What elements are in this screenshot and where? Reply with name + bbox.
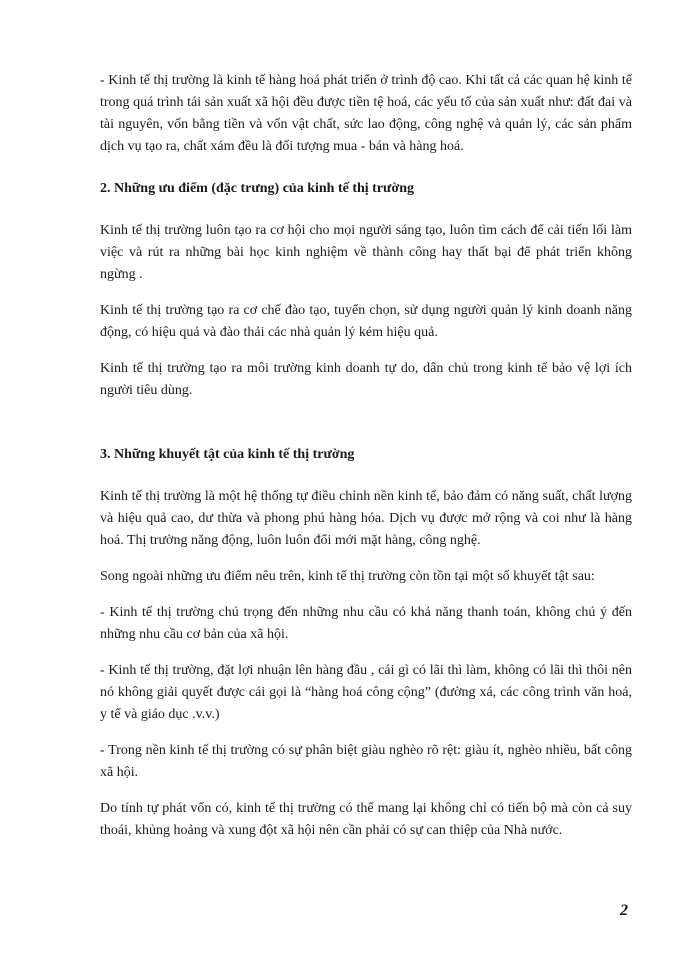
section-3-paragraph-3: - Kinh tế thị trường chú trọng đến những nhu cầu có khả năng thanh toán, không chú ý đến những nhu cầu cơ bản của xã hội. xyxy=(100,605,632,642)
section-3-paragraph-5: - Trong nền kinh tế thị trường có sự phân biệt giàu nghèo rõ rệt: giàu ít, nghèo nhiều, bất công xã hội. xyxy=(100,743,632,780)
section-3-paragraph-6: Do tính tự phát vốn có, kinh tế thị trường có thể mang lại không chỉ có tiến bộ mà còn cả suy thoái, khủng hoảng và xung đột xã hội nên cần phải có sự can thiệp của Nhà nước. xyxy=(100,801,632,838)
section-3-paragraph-1: Kinh tế thị trường là một hệ thống tự điều chỉnh nền kinh tế, bảo đảm có năng suất, chất lượng và hiệu quả cao, dư thừa và phong phú hàng hóa. Dịch vụ được mở rộng và coi như là hàng hoá. Thị trường năng động, luôn luôn đổi mới mặt hàng, công nghệ. xyxy=(100,489,632,548)
section-2-paragraph-3: Kinh tế thị trường tạo ra môi trường kinh doanh tự do, dân chủ trong kinh tế bảo vệ lợi ích người tiêu dùng. xyxy=(100,361,632,398)
section-3-paragraph-4: - Kinh tế thị trường, đặt lợi nhuận lên hàng đầu , cái gì có lãi thì làm, không có lãi thì thôi nên nó không giải quyết được cái gọi là “hàng hoá công cộng” (đường xá, các công trình văn hoá, y tế và giáo dục .v.v.) xyxy=(100,663,632,722)
intro-paragraph: - Kinh tế thị trường là kinh tế hàng hoá phát triển ở trình độ cao. Khi tất cả các quan hệ kinh tế trong quá trình tái sản xuất xã hội đều được tiền tệ hoá, các yếu tố của sản xuất như: đất đai và tài nguyên, vốn bằng tiền và vốn vật chất, sức lao động, công nghệ và quản lý, các sản phẩm dịch vụ tạo ra, chất xám đều là đối tượng mua - bán và hàng hoá. xyxy=(100,73,632,154)
section-2-heading: 2. Những ưu điểm (đặc trưng) của kinh tế thị trường xyxy=(100,181,414,196)
section-2-paragraph-2: Kinh tế thị trường tạo ra cơ chế đào tạo, tuyển chọn, sử dụng người quản lý kinh doanh năng động, có hiệu quả và đào thải các nhà quản lý kém hiệu quả. xyxy=(100,303,632,340)
section-2-paragraph-1: Kinh tế thị trường luôn tạo ra cơ hội cho mọi người sáng tạo, luôn tìm cách để cải tiến lối làm việc và rút ra những bài học kinh nghiệm về thành công hay thất bại để phát triển không ngừng . xyxy=(100,223,632,282)
page-number: 2 xyxy=(620,902,628,919)
section-3-paragraph-2: Song ngoài những ưu điểm nêu trên, kinh tế thị trường còn tồn tại một số khuyết tật sau: xyxy=(100,569,595,584)
document-page xyxy=(100,70,632,842)
section-3-heading: 3. Những khuyết tật của kinh tế thị trường xyxy=(100,447,355,462)
